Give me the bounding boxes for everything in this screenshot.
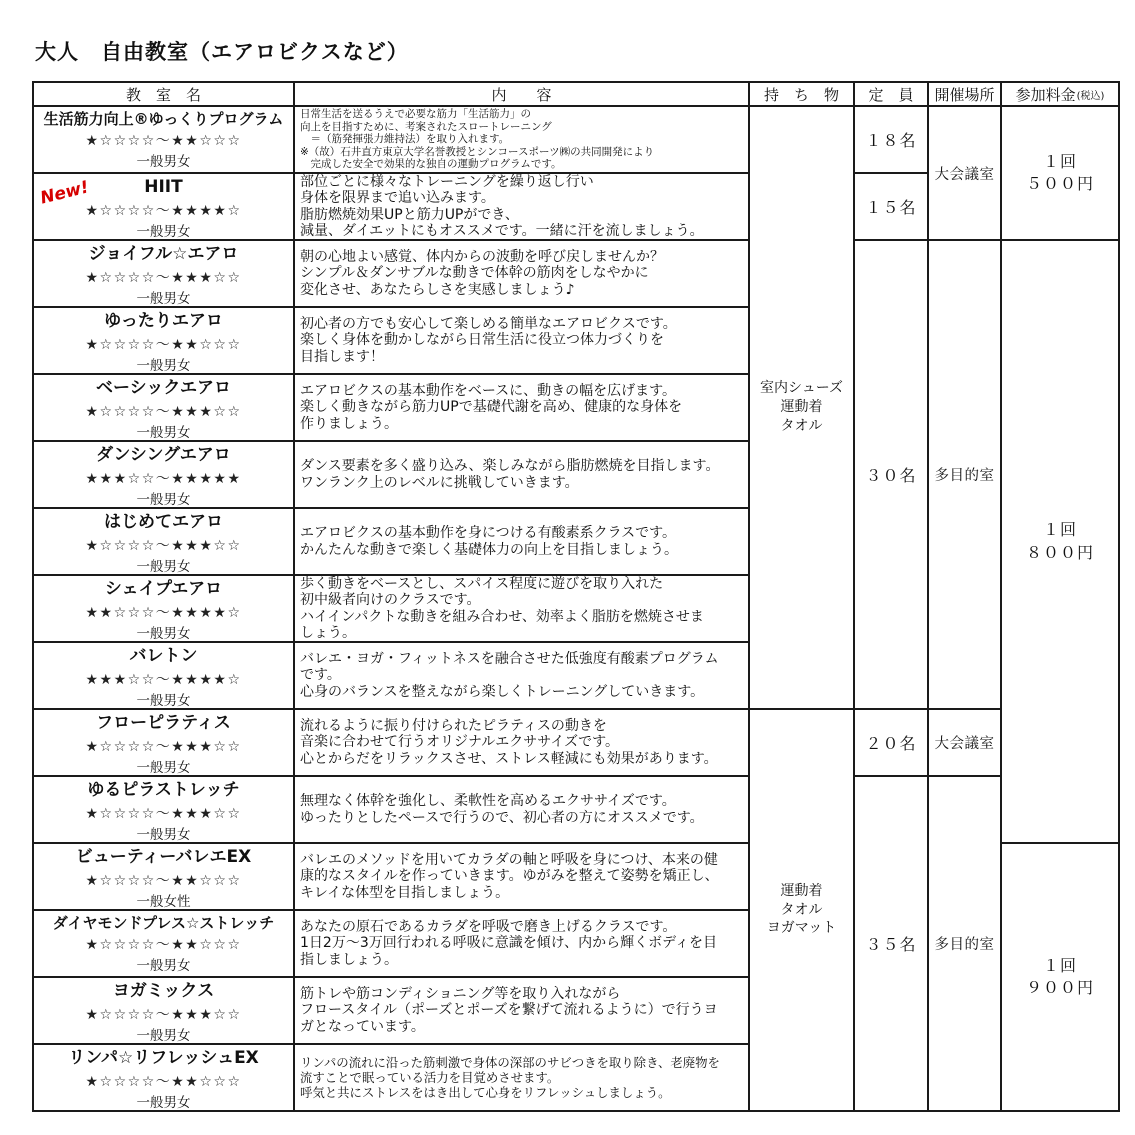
capacity-cell-line: ２０名 [865,734,917,753]
content-line: フロースタイル（ポーズとポーズを繋げて流れるように）で行うヨ [300,1002,718,1019]
content-line: ダンス要素を多く盛り込み、楽しみながら脂肪燃焼を目指します。 [300,458,720,475]
class-name: はじめてエアロ [104,512,223,532]
audience-label: 一般男女 [136,223,191,240]
class-name: リンパ☆リフレッシュEX [68,1048,259,1068]
fee-cell [1002,241,1120,844]
content-line: 筋トレや筋コンディショニング等を取り入れながら [300,986,621,1003]
class-name: ベーシックエアロ [96,378,231,398]
class-name-cell [34,308,295,375]
items-cell-line: 運動着 [780,882,823,899]
capacity-cell [855,777,929,1112]
venue-cell [929,241,1002,710]
star-rating: ★☆☆☆☆～★★☆☆☆ [85,872,242,889]
class-content-cell [295,576,750,643]
content-line: 無理なく体幹を強化し、柔軟性を高めるエクササイズです。 [300,793,676,810]
schedule-table [32,81,1120,1112]
content-line: 身体を限界まで追い込みます。 [300,190,495,207]
star-rating: ★☆☆☆☆～★★★☆☆ [85,1006,242,1023]
content-line: 呼気と共にストレスをはき出して心身をリフレッシュしましょう。 [300,1085,671,1101]
star-rating: ★☆☆☆☆～★★★☆☆ [85,738,242,755]
content-line: 目指します！ [300,348,384,365]
class-name: 生活筋力向上®ゆっくりプログラム [43,110,284,128]
content-line: 初心者の方でも安心して楽しめる簡単なエアロビクスです。 [300,316,677,333]
header-content: 内 容 [295,83,750,107]
content-line: エアロビクスの基本動作を身につける有酸素系クラスです。 [300,525,677,542]
content-line: ゆったりとしたペースで行うので、初心者の方にオススメです。 [300,809,704,826]
content-line: 楽しく身体を動かしながら日常生活に役立つ体力づくりを [300,332,664,349]
class-content-cell [295,1045,750,1112]
class-content-cell [295,308,750,375]
class-name: シェイプエアロ [104,579,223,599]
fee-cell-line: １回 [1042,151,1077,171]
class-content-cell [295,375,750,442]
class-content-cell [295,911,750,978]
class-name: ゆるピラストレッチ [87,780,240,800]
content-line: しょう。 [300,624,356,641]
content-line: 日常生活を送るうえで必要な筋力「生活筋力」の [300,108,531,121]
capacity-cell-line: ３５名 [865,935,917,954]
items-cell [750,107,855,710]
audience-label: 一般男女 [136,625,191,642]
venue-cell-line: 大会議室 [934,736,995,752]
content-line: ワンランク上のレベルに挑戦していきます。 [300,474,579,491]
venue-cell-line: 多目的室 [934,937,995,953]
new-badge: New! [38,177,91,209]
class-name: フローピラティス [96,713,231,733]
audience-label: 一般男女 [136,759,191,776]
class-content-cell [295,107,750,174]
content-line: リンパの流れに沿った筋刺激で身体の深部のサビつきを取り除き、老廃物を [300,1054,720,1070]
class-name-cell [34,107,295,174]
class-name-cell [34,911,295,978]
class-content-cell [295,241,750,308]
fee-cell-line: ９００円 [1025,978,1094,997]
class-name-cell [34,375,295,442]
class-name: ダイヤモンドプレス☆ストレッチ [52,914,275,932]
star-rating: ★☆☆☆☆～★★★☆☆ [85,403,242,420]
star-rating: ★☆☆☆☆～★★☆☆☆ [85,1073,242,1090]
content-line: 向上を目指すために、考案されたスロートレーニング [300,120,552,133]
content-line: あなたの原石であるカラダを呼吸で磨き上げるクラスです。 [300,919,677,936]
content-line: シンプル＆ダンサブルな動きで体幹の筋肉をしなやかに [300,265,649,282]
class-content-cell [295,844,750,911]
audience-label: 一般男女 [136,357,191,374]
star-rating: ★☆☆☆☆～★★★★☆ [85,202,242,219]
header-capacity: 定 員 [855,83,929,107]
content-line: 楽しく動きながら筋力UPで基礎代謝を高め、健康的な身体を [300,399,683,416]
star-rating: ★★★☆☆～★★★★☆ [85,671,242,688]
content-line: かんたんな動きで楽しく基礎体力の向上を目指しましょう。 [300,541,678,558]
class-name-cell [34,777,295,844]
star-rating: ★☆☆☆☆～★★☆☆☆ [85,336,242,353]
capacity-cell [855,710,929,777]
venue-cell-line: 大会議室 [934,166,995,183]
fee-cell-line: １回 [1042,955,1077,975]
audience-label: 一般男女 [136,958,191,975]
header-fee-main: 参加料金 [1015,85,1076,104]
class-name: ジョイフル☆エアロ [88,244,239,264]
content-line: バレエのメソッドを用いてカラダの軸と呼吸を身につけ、本来の健 [300,852,718,869]
content-line: 1日2万～3万回行われる呼吸に意識を傾け、内から輝くボディを目 [300,935,718,952]
audience-label: 一般男女 [136,692,191,709]
class-name-cell [34,241,295,308]
class-content-cell [295,643,750,710]
content-line: バレエ・ヨガ・フィットネスを融合させた低強度有酸素プログラム [300,651,719,668]
items-cell-line: 室内シューズ [759,380,844,397]
class-content-cell [295,442,750,509]
content-line: キレイな体型を目指しましょう。 [300,884,510,901]
star-rating: ★☆☆☆☆～★★★☆☆ [85,805,242,822]
star-rating: ★☆☆☆☆～★★☆☆☆ [85,937,242,954]
page-title: 大人 自由教室（エアロビクスなど） [35,40,409,64]
content-line: 減量、ダイエットにもオススメです。一緒に汗を流しましょう。 [300,222,704,239]
class-name-cell [34,1045,295,1112]
class-name-cell [34,509,295,576]
class-content-cell [295,710,750,777]
content-line: 完成した安全で効果的な独自の運動プログラムです。 [300,158,562,171]
venue-cell [929,710,1002,777]
class-name-cell [34,844,295,911]
header-fee [1002,83,1120,107]
content-line: 初中級者向けのクラスです。 [300,592,481,609]
audience-label: 一般男女 [136,826,191,843]
capacity-cell [855,107,929,174]
content-line: 変化させ、あなたらしさを実感しましょう♪ [300,281,575,298]
fee-cell-line: １回 [1042,520,1077,540]
class-name-cell [34,710,295,777]
content-line: 歩く動きをベースとし、スパイス程度に遊びを取り入れた [300,576,664,593]
audience-label: 一般男女 [136,1027,191,1044]
content-line: 部位ごとに様々なトレーニングを繰り返し行い [300,174,594,191]
content-line: 流すことで眠っている活力を目覚めさせます。 [300,1069,560,1085]
class-content-cell [295,978,750,1045]
class-name: ダンシングエアロ [96,445,231,465]
content-line: 脂肪燃焼効果UPと筋力UPができ、 [300,206,519,223]
class-name: ビューティーバレエEX [75,847,252,867]
items-cell-line: タオル [780,901,823,918]
content-line: 心とからだをリラックスさせ、ストレス軽減にも効果があります。 [300,750,718,767]
star-rating: ★☆☆☆☆～★★★☆☆ [85,537,242,554]
class-name: バレトン [129,646,198,666]
fee-cell [1002,107,1120,241]
audience-label: 一般男女 [136,290,191,307]
content-line: 流れるように振り付けられたピラティスの動きを [300,718,607,735]
content-line: 康的なスタイルを作っていきます。ゆがみを整えて姿勢を矯正し、 [300,868,719,885]
content-line: エアロビクスの基本動作をベースに、動きの幅を広げます。 [300,383,677,400]
capacity-cell [855,241,929,710]
class-content-cell [295,777,750,844]
class-content-cell [295,174,750,241]
capacity-cell-line: １８名 [865,131,917,150]
class-name-cell [34,174,295,241]
class-name-cell [34,576,295,643]
items-cell-line: タオル [780,417,823,434]
audience-label: 一般女性 [136,893,191,910]
audience-label: 一般男女 [136,491,191,508]
capacity-cell [855,174,929,241]
audience-label: 一般男女 [136,1094,191,1111]
header-fee-tax-note: (税込) [1076,90,1105,102]
star-rating: ★☆☆☆☆～★★☆☆☆ [85,133,242,150]
venue-cell-line: 多目的室 [934,468,995,484]
fee-cell-line: ８００円 [1025,542,1094,562]
star-rating: ★★☆☆☆～★★★★☆ [85,604,242,621]
items-cell-line: ヨガマット [766,920,837,937]
venue-cell [929,777,1002,1112]
fee-cell-line: ５００円 [1025,174,1094,193]
content-line: です。 [300,667,341,684]
content-line: ※（故）石井直方東京大学名誉教授とシンコースポーツ㈱の共同開発により [300,145,655,158]
class-name: HIIT [144,177,183,197]
content-line: ＝（筋発揮張力維持法）を取り入れます。 [300,133,510,146]
items-cell-line: 運動着 [780,399,823,416]
audience-label: 一般男女 [136,558,191,575]
star-rating: ★☆☆☆☆～★★★☆☆ [85,269,242,286]
class-name-cell [34,978,295,1045]
header-venue: 開催場所 [929,83,1002,107]
content-line: 心身のバランスを整えながら楽しくトレーニングしていきます。 [300,683,705,700]
class-name-cell [34,442,295,509]
audience-label: 一般男女 [136,424,191,441]
capacity-cell-line: １５名 [865,198,917,217]
class-name-cell [34,643,295,710]
header-class-name: 教 室 名 [34,83,295,107]
content-line: ハイインパクトな動きを組み合わせ、効率よく脂肪を燃焼させま [300,608,704,625]
class-name: ゆったりエアロ [104,311,223,331]
audience-label: 一般男女 [136,154,191,171]
content-line: 朝の心地よい感覚、体内からの波動を呼び戻しませんか？ [300,249,664,266]
class-name: ヨガミックス [112,981,215,1001]
content-line: 指しましょう。 [300,951,398,968]
content-line: 作りましょう。 [300,415,398,432]
venue-cell [929,107,1002,241]
capacity-cell-line: ３０名 [865,466,917,485]
class-content-cell [295,509,750,576]
content-line: ガとなっています。 [300,1018,425,1035]
header-items: 持 ち 物 [750,83,855,107]
fee-cell [1002,844,1120,1112]
content-line: 音楽に合わせて行うオリジナルエクササイズです。 [300,734,620,751]
items-cell [750,710,855,1112]
star-rating: ★★★☆☆～★★★★★ [85,470,242,487]
